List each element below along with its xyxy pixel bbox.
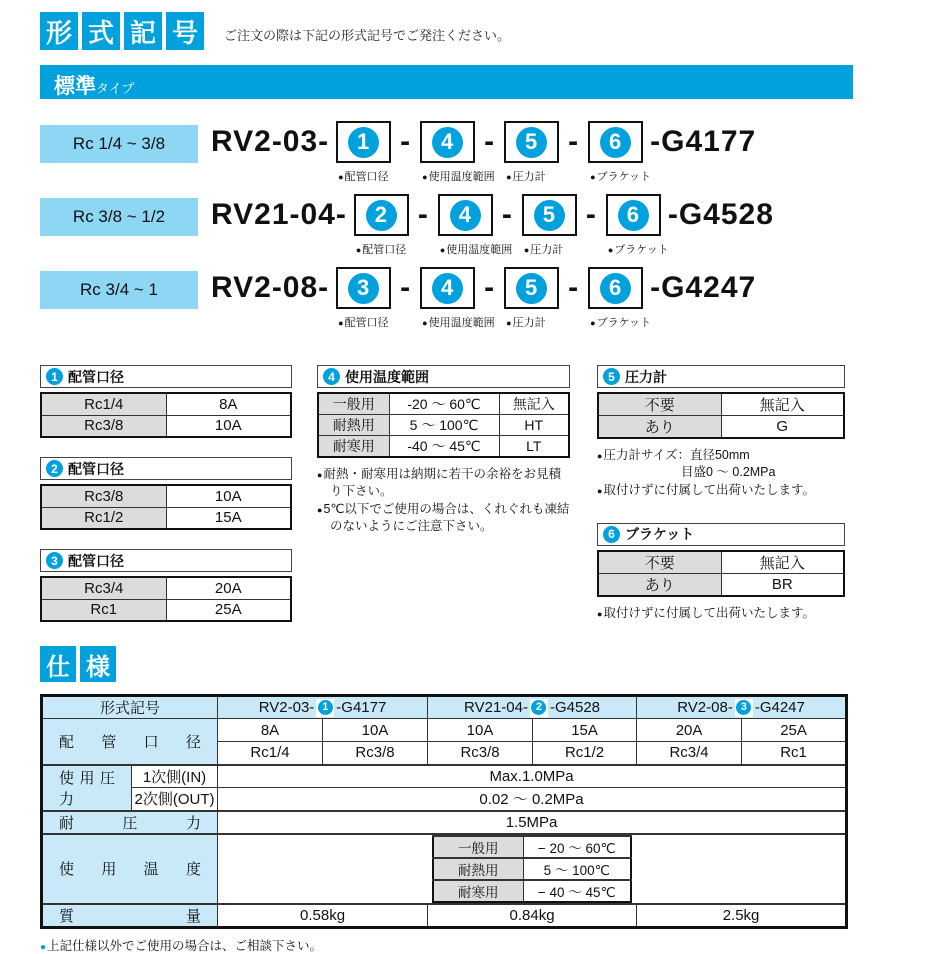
- table-row: 一般用 -20 ～ 60℃ 無記入: [318, 393, 569, 415]
- note-line: ●耐熱・耐寒用は納期に若干の余裕をお見積り下さい。: [317, 467, 561, 499]
- circled-number: 3: [735, 699, 753, 717]
- spec-model-3: RV2-08- 3 -G4247: [637, 696, 847, 719]
- temperature-inner-table: [432, 835, 632, 903]
- code-dash: -: [585, 198, 597, 231]
- code-option-box: [588, 267, 652, 329]
- code-option-box: [438, 194, 513, 256]
- option-label: ●ブラケット: [607, 244, 669, 256]
- option-label: ●使用温度範囲: [422, 317, 495, 329]
- temperature-label: 使用温度: [42, 834, 218, 904]
- page-footnote: ●上記仕様以外でご使用の場合は、ご相談下さい。: [40, 938, 323, 953]
- bullet-icon: ●: [506, 318, 512, 328]
- option-label: ●圧力計: [506, 171, 546, 183]
- mass-value: 2.5kg: [637, 904, 847, 928]
- circled-number: 5: [516, 273, 547, 304]
- standard-type-banner: [40, 65, 853, 99]
- proof-pressure-label: 耐圧力: [42, 811, 218, 834]
- table-row: あり BR: [598, 573, 844, 596]
- table-row: Rc3/8 10A: [41, 485, 291, 507]
- table-row: Rc3/8 10A: [41, 415, 291, 437]
- circled-number: 2: [46, 460, 63, 477]
- option1-header: 1 配管口径: [40, 365, 292, 388]
- option1-table: [40, 392, 292, 438]
- code-dash: -: [484, 125, 496, 158]
- bullet-icon: ●: [597, 608, 603, 619]
- title-subtitle: ご注文の際は下記の形式記号でご発注ください。: [224, 28, 511, 43]
- model-code-section: [40, 116, 893, 335]
- bullet-icon: ●: [607, 245, 614, 255]
- spec-model-2: RV21-04- 2 -G4528: [428, 696, 637, 719]
- circled-number: 4: [432, 273, 463, 304]
- spec-model-1: RV2-03- 1 -G4177: [218, 696, 428, 719]
- table-row: 不要 無記入: [598, 551, 844, 574]
- model-code: [211, 194, 774, 256]
- option2-table: [40, 484, 292, 530]
- title-char: 記: [124, 12, 162, 50]
- code-option-box: [504, 121, 559, 183]
- circled-number: 5: [516, 127, 547, 158]
- option4-notes: [317, 466, 570, 535]
- spec-temp-row: [42, 834, 847, 904]
- pipe-range-badge: Rc 3/8 ~ 1/2: [40, 198, 198, 236]
- proof-pressure-value: 1.5MPa: [218, 811, 847, 834]
- code-option-box: [336, 267, 391, 329]
- option-label: ●使用温度範囲: [439, 244, 513, 256]
- mass-value: 0.84kg: [428, 904, 637, 928]
- bullet-icon: ●: [506, 172, 512, 182]
- code-suffix: -G4247: [650, 271, 757, 304]
- model-row-2: [40, 189, 893, 262]
- option5-table: [597, 392, 845, 439]
- note-line: ●取付けずに付属して出荷いたします。: [597, 482, 815, 497]
- model-code: [211, 121, 757, 183]
- pressure-sub-label: 2次側(OUT): [132, 788, 218, 811]
- code-option-box: [522, 194, 577, 256]
- table-row: Rc1/2 15A: [41, 507, 291, 529]
- option2-header: 2 配管口径: [40, 457, 292, 480]
- title-char: 仕: [40, 646, 76, 682]
- mass-value: 0.58kg: [218, 904, 428, 928]
- spec-header-row: [42, 696, 847, 719]
- code-dash: -: [501, 198, 513, 231]
- circled-number: 6: [603, 526, 620, 543]
- circled-number: 1: [348, 127, 379, 158]
- code-prefix: RV21-04-: [211, 198, 347, 231]
- bullet-icon: ●: [338, 318, 344, 328]
- circled-number: 5: [534, 200, 565, 231]
- mass-label: 質量: [42, 904, 218, 928]
- option3-table: [40, 576, 292, 622]
- bullet-icon: ●: [422, 318, 428, 328]
- table-row: Rc1/4 8A: [41, 393, 291, 415]
- table-row: 耐寒用 − 40 ～ 45℃: [433, 880, 631, 902]
- banner-suffix: タイプ: [96, 81, 135, 96]
- circled-number: 6: [600, 273, 631, 304]
- model-row-1: [40, 116, 893, 189]
- note-line: ●取付けずに付属して出荷いたします。: [597, 605, 815, 620]
- code-suffix: -G4177: [650, 125, 757, 158]
- table-row: 耐熱用 5 ～ 100℃ HT: [318, 415, 569, 436]
- circled-number: 6: [618, 200, 649, 231]
- pressure-sub-label: 1次側(IN): [132, 765, 218, 788]
- option4-header: 4 使用温度範囲: [317, 365, 570, 388]
- banner-title: 標準: [54, 75, 96, 98]
- code-option-box: [504, 267, 559, 329]
- table-row: Rc1 25A: [41, 599, 291, 621]
- spec-pressure-row-2: [42, 788, 847, 811]
- page-title: [40, 12, 893, 50]
- circled-number: 4: [432, 127, 463, 158]
- bullet-icon: ●: [422, 172, 428, 182]
- option6-notes: [597, 605, 845, 622]
- code-option-box: [588, 121, 652, 183]
- table-row: 耐寒用 -40 ～ 45℃ LT: [318, 436, 569, 458]
- option4-table: [317, 392, 570, 458]
- code-option-box: [336, 121, 391, 183]
- option5-header: 5 圧力計: [597, 365, 845, 388]
- bullet-icon: ●: [355, 245, 362, 255]
- circled-number: 3: [46, 552, 63, 569]
- circled-number: 5: [603, 368, 620, 385]
- table-row: あり G: [598, 416, 844, 439]
- option-label: ●配管口径: [338, 171, 389, 183]
- circled-number: 4: [323, 368, 340, 385]
- circled-number: 2: [366, 200, 397, 231]
- code-dash: -: [484, 271, 496, 304]
- code-prefix: RV2-08-: [211, 271, 330, 304]
- bullet-icon: ●: [317, 504, 323, 515]
- option-column-3: [597, 365, 845, 622]
- option-label: ●配管口径: [355, 244, 407, 256]
- spec-header-label: 形式記号: [42, 696, 218, 719]
- title-char: 形: [40, 12, 78, 50]
- spec-size-row: 配管口径 8A 10A 10A 15A 20A 25A: [42, 719, 847, 742]
- pipe-size-label: 配管口径: [42, 719, 218, 765]
- note-line: ●圧力計サイズ：直径50mm: [597, 448, 750, 462]
- option-label: ●配管口径: [338, 317, 389, 329]
- model-row-3: [40, 262, 893, 335]
- option-tables-section: [40, 365, 893, 622]
- spec-pressure-row-1: [42, 765, 847, 788]
- option-label: ●使用温度範囲: [422, 171, 495, 183]
- code-dash: -: [400, 125, 412, 158]
- note-line: 目盛0 ～ 0.2MPa: [681, 465, 776, 480]
- circled-number: 4: [450, 200, 481, 231]
- bullet-icon: ●: [523, 245, 530, 255]
- circled-number: 1: [316, 699, 334, 717]
- bullet-icon: ●: [597, 485, 603, 496]
- option3-header: 3 配管口径: [40, 549, 292, 572]
- circled-number: 3: [348, 273, 379, 304]
- pressure-value: 0.02 ～ 0.2MPa: [218, 788, 847, 811]
- code-option-box: [606, 194, 669, 256]
- bullet-icon: ●: [317, 470, 323, 480]
- bullet-icon: ●: [590, 172, 596, 182]
- code-suffix: -G4528: [667, 198, 774, 231]
- option6-table: [597, 550, 845, 597]
- pipe-range-badge: Rc 3/4 ~ 1: [40, 271, 198, 309]
- title-char: 号: [166, 12, 204, 50]
- spec-proof-row: [42, 811, 847, 834]
- circled-number: 2: [530, 699, 548, 717]
- pressure-label: 使用圧力: [42, 765, 132, 811]
- spec-table: [40, 694, 848, 929]
- bullet-icon: ●: [40, 941, 47, 953]
- option-column-2: [317, 365, 570, 622]
- title-char: 式: [82, 12, 120, 50]
- option6-header: 6 ブラケット: [597, 523, 845, 546]
- option-label: ●圧力計: [523, 244, 564, 256]
- pressure-value: Max.1.0MPa: [218, 765, 847, 788]
- model-code: [211, 267, 757, 329]
- bullet-icon: ●: [597, 451, 603, 461]
- code-dash: -: [417, 198, 429, 231]
- title-char: 様: [80, 646, 116, 682]
- code-dash: -: [568, 125, 580, 158]
- code-prefix: RV2-03-: [211, 125, 330, 158]
- table-row: 耐熱用 5 ～ 100℃: [433, 858, 631, 880]
- code-option-box: [354, 194, 409, 256]
- code-dash: -: [400, 271, 412, 304]
- option-label: ●ブラケット: [590, 171, 652, 183]
- bullet-icon: ●: [439, 245, 446, 255]
- spec-mass-row: [42, 904, 847, 928]
- circled-number: 1: [46, 368, 63, 385]
- option-label: ●ブラケット: [590, 317, 652, 329]
- circled-number: 6: [600, 127, 631, 158]
- spec-thread-row: Rc1/4 Rc3/8 Rc3/8 Rc1/2 Rc3/4 Rc1: [42, 742, 847, 765]
- option5-notes: [597, 447, 845, 499]
- bullet-icon: ●: [590, 318, 596, 328]
- pipe-range-badge: Rc 1/4 ~ 3/8: [40, 125, 198, 163]
- code-option-box: [420, 121, 495, 183]
- code-dash: -: [568, 271, 580, 304]
- bullet-icon: ●: [338, 172, 344, 182]
- table-row: 不要 無記入: [598, 393, 844, 416]
- spec-section-title: [40, 646, 893, 682]
- option-column-1: [40, 365, 292, 622]
- table-row: 一般用 − 20 ～ 60℃: [433, 836, 631, 858]
- code-option-box: [420, 267, 495, 329]
- note-line: ●5℃以下でご使用の場合は、くれぐれも凍結のないようにご注意下さい。: [317, 501, 570, 533]
- option-label: ●圧力計: [506, 317, 546, 329]
- table-row: Rc3/4 20A: [41, 577, 291, 599]
